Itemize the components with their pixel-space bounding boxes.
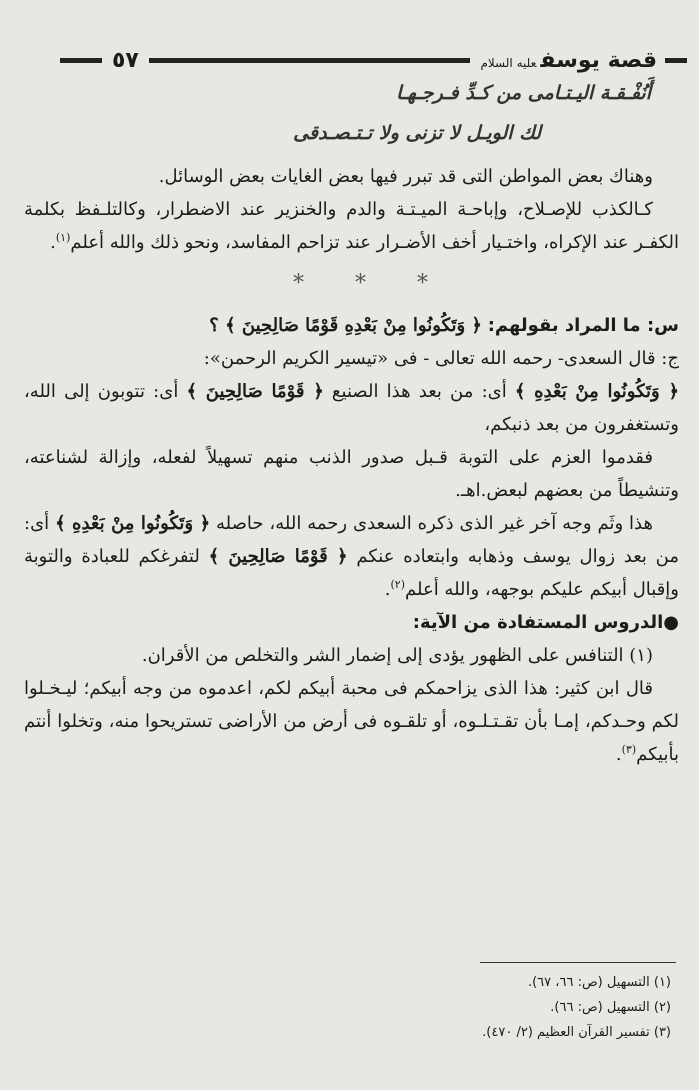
paragraph-1: وهناك بعض المواطن التى قد تبرر فيها بعض الغايات بعض الوسائل. [158,166,653,187]
lesson-1: (١) التنافس على الظهور يؤدى إلى إضمار الشر والتخلص من الأقران. [141,645,653,666]
question-label: س: ما المراد بقولهم: [487,315,679,336]
honorific-text: عليه السلام [480,55,537,70]
footnote-2: (٢) التسهيل (ص: ٦٦). [550,1000,671,1015]
running-title-text: قصة يوسف [540,47,657,73]
header-rule-middle [149,58,471,63]
paragraph-4: هذا وثَم وجه آخر غير الذى ذكره السعدى رحمه الله، حاصله ﴿ وَتَكُونُوا مِنْ بَعْدِهِ ﴾ أى: من بعد زوال يوسف وذهابه وابتعاده عنكم ﴿ قَوْمًا صَالِحِينَ ﴾ لتفرغكم للعبادة والتوبة وإقبال أبيكم عليكم بوجهه، والله أعلم$^{(٢)}$. [24,513,679,600]
question-ayah: ﴿ وَتَكُونُوا مِنْ بَعْدِهِ قَوْمًا صَالِحِينَ ﴾ ؟ [209,315,482,336]
poem-line-1: أَنُفْـقـة اليـتـامى من كـدِّ فـرجـهـا [396,82,651,104]
footnote-ref-3: (٣) [621,743,637,756]
question [24,309,679,342]
footnote-1: (١) التسهيل (ص: ٦٦، ٦٧). [527,975,671,990]
header-rule-left [60,58,102,63]
footnotes [31,970,671,1045]
answer-text [24,375,679,441]
poem-line-2: لك الويـل لا تزنى ولا تـتـصـدقى [293,122,541,144]
footnote-divider [480,962,676,963]
answer-text-a: أى: من بعد هذا الصنيع [323,381,515,402]
page-header [60,40,687,80]
ayah-quote: ﴿ وَتَكُونُوا مِنْ بَعْدِهِ ﴾ [514,381,680,402]
lessons-heading: ●الدروس المستفادة من الآية: [412,612,679,633]
paragraph-5: قال ابن كثير: هذا الذى يزاحمكم فى محبة أبيكم لكم، اعدموه من وجه أبيكم؛ ليـخـلوا لكم وحـدكم، إمـا بأن تقـتـلـوه، أو تلقـوه فى أرض من الأراضى تستريحوا منه، وتخلوا أنتم بأبيكم$^{(٣)}$. [24,678,679,765]
answer-text-b: أى: تتوبون إلى الله، وتستغفرون من بعد ذنبكم، [24,381,679,435]
main-text [24,160,679,771]
paragraph-4-end: لتفرغكم للعبادة والتوبة وإقبال أبيكم عليكم بوجهه، والله أعلم [24,546,679,600]
footnote-ref-2: (٢) [390,578,406,591]
footnote-3: (٣) تفسير القرآن العظيم (٢/ ٤٧٠). [482,1025,671,1040]
paragraph-2: كـالكذب للإصـلاح، وإباحـة الميـتـة والدم والخنزير عند الاضطرار، وكالتلـفظ بكلمة الكفـر عند الإكراه، واختـيار أخف الأضـرار عند تزاحم المفاسد، ونحو ذلك والله أعلم$^{(١)}$. [24,199,679,253]
paragraph-3: فقدموا العزم على التوبة قـبل صدور الذنب منهم تسهيلاً لفعله، وإزالة لشناعته، وتنشيطاً من بعضهم لبعض.اهـ. [24,447,679,501]
paragraph-4-start: هذا وثَم وجه آخر غير الذى ذكره السعدى رحمه الله، حاصله [210,513,653,534]
paragraph-4-mid: أى: من بعد زوال يوسف وذهابه وابتعاده عنكم [24,513,679,567]
running-title [480,48,657,73]
header-rule-right [665,58,687,63]
paragraph-5-text: قال ابن كثير: هذا الذى يزاحمكم فى محبة أبيكم لكم، اعدموه من وجه أبيكم؛ ليـخـلوا لكم وحـدكم، إمـا بأن تقـتـلـوه، أو تلقـوه فى أرض من الأراضى تستريحوا منه، وتخلوا أنتم بأبيكم [24,678,679,765]
section-separator: * * * [293,271,450,296]
ayah-quote: ﴿ قَوْمًا صَالِحِينَ ﴾ [186,381,324,402]
answer-intro: ج: قال السعدى- رحمه الله تعالى - فى «تيسير الكريم الرحمن»: [203,348,679,369]
page-number: ٥٧ [112,47,139,73]
footnote-ref-1: (١) [55,231,71,244]
ayah-quote: ﴿ وَتَكُونُوا مِنْ بَعْدِهِ ﴾ [55,513,211,534]
paragraph-2-text: كـالكذب للإصـلاح، وإباحـة الميـتـة والدم والخنزير عند الاضطرار، وكالتلـفظ بكلمة الكفـر عند الإكراه، واختـيار أخف الأضـرار عند تزاحم المفاسد، ونحو ذلك والله أعلم [24,199,679,253]
ayah-quote: ﴿ قَوْمًا صَالِحِينَ ﴾ [208,546,348,567]
